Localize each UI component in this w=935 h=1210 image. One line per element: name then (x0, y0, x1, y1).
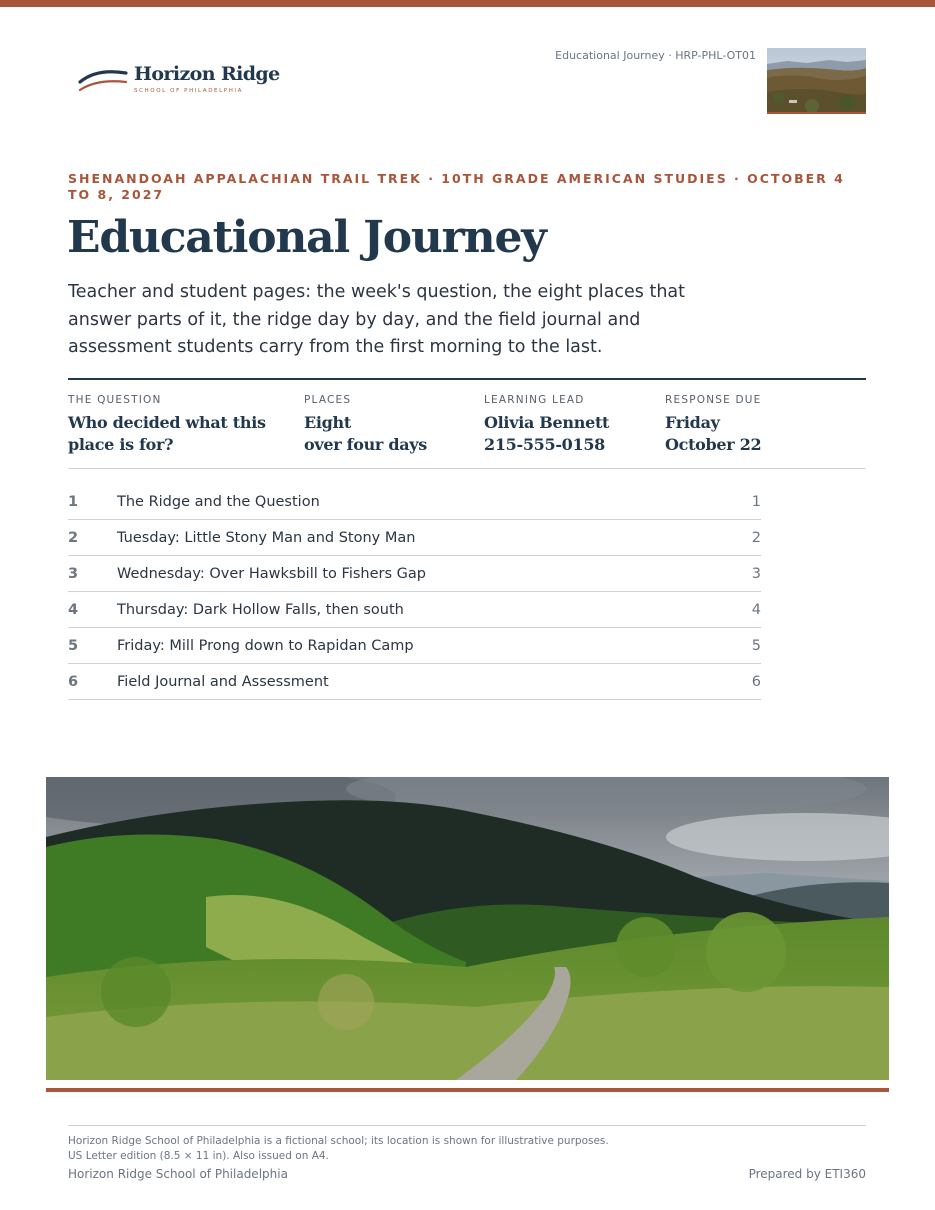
fact-label: THE QUESTION (68, 394, 162, 406)
hero-landscape-image (46, 777, 889, 1080)
fact-label: PLACES (304, 394, 352, 406)
page-title: Educational Journey (67, 212, 546, 263)
toc-title: Thursday: Dark Hollow Falls, then south (117, 601, 404, 618)
toc-title: The Ridge and the Question (117, 493, 320, 510)
fact-value: Olivia Bennett 215-555-0158 (484, 413, 610, 454)
footer-divider (68, 1125, 866, 1126)
toc-number: 6 (68, 673, 79, 690)
fact-places (304, 394, 427, 456)
toc-page: 2 (751, 529, 761, 546)
trip-kicker: SHENANDOAH APPALACHIAN TRAIL TREK · 10TH GRADE AMERICAN STUDIES · OCTOBER 4 TO 8, 2027 (68, 171, 845, 202)
toc-row[interactable] (68, 520, 761, 556)
toc-row[interactable] (68, 556, 761, 592)
toc-page: 3 (751, 565, 761, 582)
fact-value: Eight over four days (304, 413, 427, 454)
hero-accent-rule (46, 1088, 889, 1092)
toc-page: 5 (751, 637, 761, 654)
fact-value: Who decided what this place is for? (68, 413, 266, 454)
toc-page: 6 (751, 673, 761, 690)
fact-value: Friday October 22 (665, 413, 762, 454)
cover-thumbnail-image (767, 48, 866, 114)
intro-paragraph: Teacher and student pages: the week's question, the eight places that answer parts of it, the ridge day by day, and the field journal and assessment students carry from the first morning to the last. (68, 282, 685, 357)
toc-row[interactable] (68, 484, 761, 520)
document-code: Educational Journey · HRP-PHL-OT01 (555, 49, 756, 62)
fact-label: RESPONSE DUE (665, 394, 762, 406)
footnote-line-2: US Letter edition (8.5 × 11 in). Also issued on A4. (68, 1150, 329, 1162)
school-subtitle: SCHOOL OF PHILADELPHIA (134, 88, 244, 94)
toc-number: 4 (68, 601, 79, 618)
toc-title: Field Journal and Assessment (117, 673, 329, 690)
toc-row[interactable] (68, 628, 761, 664)
toc-title: Tuesday: Little Stony Man and Stony Man (117, 529, 416, 546)
school-name: Horizon Ridge (134, 63, 280, 85)
toc-number: 5 (68, 637, 79, 654)
toc-title: Wednesday: Over Hawksbill to Fishers Gap (117, 565, 426, 582)
footnote-line-1: Horizon Ridge School of Philadelphia is a fictional school; its location is shown for illustrative purposes. (68, 1135, 609, 1147)
fact-learning-lead (484, 394, 609, 456)
toc-title: Friday: Mill Prong down to Rapidan Camp (117, 637, 414, 654)
toc-page: 1 (751, 493, 761, 510)
toc-number: 3 (68, 565, 79, 582)
toc-number: 2 (68, 529, 79, 546)
toc-page: 4 (751, 601, 761, 618)
footnote (68, 1134, 609, 1164)
top-accent-rule (0, 0, 935, 7)
toc-row[interactable] (68, 592, 761, 628)
toc-row[interactable] (68, 664, 761, 700)
footer-preparer: Prepared by ETI360 (748, 1167, 866, 1181)
footer-school: Horizon Ridge School of Philadelphia (68, 1167, 288, 1181)
wave-logo-icon (78, 58, 128, 98)
fact-response-due (665, 394, 762, 456)
fact-label: LEARNING LEAD (484, 394, 585, 406)
fact-question (68, 394, 266, 456)
key-facts-strip (68, 378, 866, 469)
toc-number: 1 (68, 493, 79, 510)
school-logo (78, 58, 280, 98)
table-of-contents (68, 484, 761, 700)
